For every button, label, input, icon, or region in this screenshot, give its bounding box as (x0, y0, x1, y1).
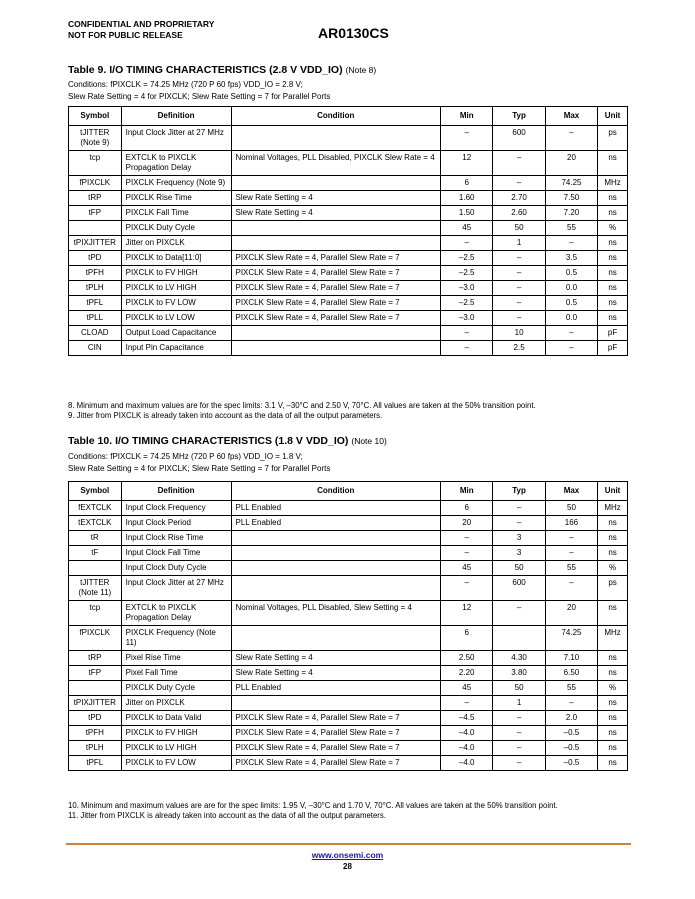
cell-symbol: tPLL (69, 311, 122, 326)
column-header: Definition (121, 107, 231, 126)
cell-min: 12 (441, 601, 493, 626)
cell-max: – (545, 576, 597, 601)
table10-conditions (68, 451, 330, 475)
cell-definition: Input Clock Fall Time (121, 546, 231, 561)
cell-definition: Pixel Fall Time (121, 666, 231, 681)
cell-symbol: tFP (69, 206, 122, 221)
cell-condition: PLL Enabled (231, 681, 441, 696)
cell-unit: % (598, 681, 628, 696)
cell-condition (231, 626, 441, 651)
cell-definition: PIXCLK to FV LOW (121, 756, 231, 771)
cell-condition (231, 326, 441, 341)
cell-unit: ns (598, 531, 628, 546)
table10-title-text: Table 10. I/O TIMING CHARACTERISTICS (1.8 V VDD_IO) (68, 435, 349, 447)
cell-typ: 1 (493, 696, 545, 711)
table9 (68, 106, 628, 356)
cell-definition: Pixel Rise Time (121, 651, 231, 666)
table-row (69, 711, 628, 726)
cell-condition (231, 546, 441, 561)
cell-typ: 1 (493, 236, 545, 251)
cell-max: 0.0 (545, 281, 597, 296)
table9-header-row (69, 107, 628, 126)
cell-symbol (69, 561, 122, 576)
cell-min: 45 (441, 681, 493, 696)
table-row (69, 726, 628, 741)
column-header: Max (545, 482, 597, 501)
table9-note-ref: (Note 8) (345, 65, 377, 75)
cell-condition: Nominal Voltages, PLL Disabled, PIXCLK Slew Rate = 4 (231, 151, 441, 176)
table-row (69, 191, 628, 206)
cell-definition: Input Clock Duty Cycle (121, 561, 231, 576)
cell-definition: EXTCLK to PIXCLK Propagation Delay (121, 151, 231, 176)
cell-typ: 10 (493, 326, 545, 341)
column-header: Min (441, 482, 493, 501)
cell-typ: 2.70 (493, 191, 545, 206)
cell-typ: 50 (493, 681, 545, 696)
table-row (69, 681, 628, 696)
column-header: Typ (493, 107, 545, 126)
cell-symbol: tRP (69, 191, 122, 206)
column-header: Condition (231, 107, 441, 126)
table10 (68, 481, 628, 771)
cell-max: 6.50 (545, 666, 597, 681)
cell-condition: PIXCLK Slew Rate = 4, Parallel Slew Rate = 7 (231, 296, 441, 311)
cell-symbol: tPLH (69, 281, 122, 296)
table-row (69, 296, 628, 311)
cell-symbol: tPFH (69, 726, 122, 741)
cell-definition: PIXCLK Duty Cycle (121, 681, 231, 696)
cell-min: –4.0 (441, 726, 493, 741)
cell-typ: 3 (493, 531, 545, 546)
cell-typ: 3.80 (493, 666, 545, 681)
cell-max: –0.5 (545, 726, 597, 741)
column-header: Unit (598, 107, 628, 126)
cell-definition: Input Clock Jitter at 27 MHz (121, 576, 231, 601)
footer-rule (66, 843, 631, 845)
cell-typ: – (493, 501, 545, 516)
cell-min: 6 (441, 501, 493, 516)
table10-notes (68, 801, 558, 821)
cell-unit: ps (598, 576, 628, 601)
cell-definition: PIXCLK Frequency (Note 11) (121, 626, 231, 651)
page-number: 28 (343, 862, 352, 871)
document-id: AR0130CS (318, 25, 389, 41)
cell-max: 55 (545, 561, 597, 576)
table10-conditions-line1: Conditions: fPIXCLK = 74.25 MHz (720 P 60 fps) VDD_IO = 1.8 V; (68, 452, 303, 461)
cell-symbol: tPLH (69, 741, 122, 756)
column-header: Unit (598, 482, 628, 501)
table-row (69, 266, 628, 281)
cell-max: –0.5 (545, 741, 597, 756)
cell-symbol: tPFH (69, 266, 122, 281)
cell-min: 2.50 (441, 651, 493, 666)
table-row (69, 651, 628, 666)
table-row (69, 756, 628, 771)
cell-min: – (441, 236, 493, 251)
cell-max: 7.50 (545, 191, 597, 206)
cell-max: 74.25 (545, 626, 597, 651)
cell-unit: ns (598, 601, 628, 626)
cell-min: –4.0 (441, 756, 493, 771)
cell-min: – (441, 546, 493, 561)
table-row (69, 576, 628, 601)
cell-symbol: tPIXJITTER (69, 696, 122, 711)
cell-typ: – (493, 601, 545, 626)
cell-definition: PIXCLK Fall Time (121, 206, 231, 221)
confidential-line-2: NOT FOR PUBLIC RELEASE (68, 30, 183, 40)
cell-unit: ps (598, 126, 628, 151)
cell-condition: PLL Enabled (231, 501, 441, 516)
cell-max: – (545, 341, 597, 356)
cell-typ: – (493, 281, 545, 296)
cell-condition: PIXCLK Slew Rate = 4, Parallel Slew Rate = 7 (231, 711, 441, 726)
table10-conditions-line2: Slew Rate Setting = 4 for PIXCLK; Slew Rate Setting = 7 for Parallel Ports (68, 464, 331, 473)
cell-symbol: fEXTCLK (69, 501, 122, 516)
cell-min: –3.0 (441, 311, 493, 326)
cell-typ: 50 (493, 561, 545, 576)
cell-symbol: tPD (69, 711, 122, 726)
cell-typ: – (493, 251, 545, 266)
cell-typ: – (493, 176, 545, 191)
cell-min: 6 (441, 176, 493, 191)
cell-max: 55 (545, 221, 597, 236)
table9-conditions-line1: Conditions: fPIXCLK = 74.25 MHz (720 P 60 fps) VDD_IO = 2.8 V; (68, 80, 303, 89)
cell-definition: Jitter on PIXCLK (121, 696, 231, 711)
cell-condition: PIXCLK Slew Rate = 4, Parallel Slew Rate = 7 (231, 741, 441, 756)
table10-title (68, 435, 387, 447)
cell-symbol: tcp (69, 601, 122, 626)
cell-unit: MHz (598, 501, 628, 516)
cell-condition: PIXCLK Slew Rate = 4, Parallel Slew Rate = 7 (231, 756, 441, 771)
cell-typ: 2.60 (493, 206, 545, 221)
cell-symbol: tPFL (69, 296, 122, 311)
cell-min: 45 (441, 561, 493, 576)
table9-title-text: Table 9. I/O TIMING CHARACTERISTICS (2.8 V VDD_IO) (68, 64, 343, 76)
cell-definition: PIXCLK to LV HIGH (121, 741, 231, 756)
footer-link[interactable]: www.onsemi.com (311, 850, 384, 860)
cell-condition (231, 696, 441, 711)
cell-definition: PIXCLK to Data Valid (121, 711, 231, 726)
cell-min: – (441, 341, 493, 356)
cell-unit: ns (598, 206, 628, 221)
table9-conditions (68, 79, 330, 103)
cell-definition: PIXCLK Rise Time (121, 191, 231, 206)
cell-max: 7.10 (545, 651, 597, 666)
cell-typ: – (493, 296, 545, 311)
column-header: Symbol (69, 107, 122, 126)
cell-max: – (545, 126, 597, 151)
cell-typ: – (493, 756, 545, 771)
cell-unit: MHz (598, 176, 628, 191)
cell-max: 0.0 (545, 311, 597, 326)
cell-symbol: tPIXJITTER (69, 236, 122, 251)
cell-unit: pF (598, 326, 628, 341)
cell-unit: ns (598, 756, 628, 771)
cell-definition: PIXCLK to LV LOW (121, 311, 231, 326)
cell-min: –2.5 (441, 266, 493, 281)
cell-condition (231, 176, 441, 191)
cell-condition: Nominal Voltages, PLL Disabled, Slew Setting = 4 (231, 601, 441, 626)
cell-definition: PIXCLK Frequency (Note 9) (121, 176, 231, 191)
cell-condition (231, 561, 441, 576)
cell-max: 20 (545, 151, 597, 176)
cell-min: 20 (441, 516, 493, 531)
cell-condition: Slew Rate Setting = 4 (231, 191, 441, 206)
table-row (69, 561, 628, 576)
cell-min: – (441, 326, 493, 341)
table-row (69, 626, 628, 651)
confidential-notice (68, 19, 214, 41)
cell-symbol: CIN (69, 341, 122, 356)
cell-typ: 50 (493, 221, 545, 236)
table-row (69, 601, 628, 626)
cell-unit: ns (598, 666, 628, 681)
cell-unit: ns (598, 711, 628, 726)
cell-definition: PIXCLK to FV HIGH (121, 266, 231, 281)
cell-unit: ns (598, 696, 628, 711)
cell-max: – (545, 326, 597, 341)
cell-definition: PIXCLK to FV HIGH (121, 726, 231, 741)
cell-condition: PIXCLK Slew Rate = 4, Parallel Slew Rate = 7 (231, 726, 441, 741)
cell-definition: Jitter on PIXCLK (121, 236, 231, 251)
column-header: Max (545, 107, 597, 126)
cell-typ: 600 (493, 126, 545, 151)
table9-body (69, 126, 628, 356)
cell-typ: 2.5 (493, 341, 545, 356)
cell-definition: PIXCLK Duty Cycle (121, 221, 231, 236)
cell-max: 0.5 (545, 296, 597, 311)
cell-symbol: fPIXCLK (69, 626, 122, 651)
cell-condition (231, 531, 441, 546)
cell-condition: Slew Rate Setting = 4 (231, 666, 441, 681)
cell-definition: Input Clock Rise Time (121, 531, 231, 546)
cell-max: – (545, 236, 597, 251)
cell-max: – (545, 531, 597, 546)
cell-max: 3.5 (545, 251, 597, 266)
cell-condition: PIXCLK Slew Rate = 4, Parallel Slew Rate = 7 (231, 266, 441, 281)
table9-title (68, 64, 376, 76)
cell-typ: 3 (493, 546, 545, 561)
column-header: Condition (231, 482, 441, 501)
cell-condition (231, 221, 441, 236)
footnote: 10. Minimum and maximum values are are for the spec limits: 1.95 V, –30°C and 1.70 V, 70°C. All values are taken at the 50% transition point. (68, 801, 558, 810)
cell-unit: pF (598, 341, 628, 356)
cell-unit: ns (598, 151, 628, 176)
cell-typ (493, 626, 545, 651)
cell-unit: ns (598, 726, 628, 741)
cell-min: 2.20 (441, 666, 493, 681)
cell-min: 1.50 (441, 206, 493, 221)
table-row (69, 501, 628, 516)
cell-max: –0.5 (545, 756, 597, 771)
cell-typ: 600 (493, 576, 545, 601)
cell-unit: ns (598, 516, 628, 531)
cell-typ: – (493, 711, 545, 726)
cell-max: 166 (545, 516, 597, 531)
cell-symbol: tcp (69, 151, 122, 176)
cell-typ: – (493, 151, 545, 176)
table10-note-ref: (Note 10) (351, 436, 387, 446)
confidential-line-1: CONFIDENTIAL AND PROPRIETARY (68, 19, 215, 29)
cell-condition: Slew Rate Setting = 4 (231, 651, 441, 666)
cell-symbol: tFP (69, 666, 122, 681)
cell-min: – (441, 696, 493, 711)
cell-definition: Input Clock Jitter at 27 MHz (121, 126, 231, 151)
table9-notes (68, 401, 536, 421)
cell-unit: ns (598, 251, 628, 266)
cell-max: 50 (545, 501, 597, 516)
cell-condition: PIXCLK Slew Rate = 4, Parallel Slew Rate = 7 (231, 311, 441, 326)
cell-unit: ns (598, 191, 628, 206)
column-header: Definition (121, 482, 231, 501)
cell-condition: Slew Rate Setting = 4 (231, 206, 441, 221)
cell-unit: ns (598, 311, 628, 326)
cell-min: 6 (441, 626, 493, 651)
cell-typ: – (493, 516, 545, 531)
cell-unit: % (598, 221, 628, 236)
table-row (69, 311, 628, 326)
cell-min: – (441, 126, 493, 151)
cell-max: 55 (545, 681, 597, 696)
cell-definition: Input Clock Period (121, 516, 231, 531)
cell-typ: – (493, 726, 545, 741)
cell-condition (231, 576, 441, 601)
cell-max: 7.20 (545, 206, 597, 221)
cell-typ: – (493, 741, 545, 756)
cell-definition: PIXCLK to LV HIGH (121, 281, 231, 296)
table-row (69, 696, 628, 711)
cell-symbol (69, 681, 122, 696)
footnote: 8. Minimum and maximum values are for the spec limits: 3.1 V, –30°C and 2.50 V, 70°C. All values are taken at the 50% transition point. (68, 401, 536, 410)
cell-unit: ns (598, 546, 628, 561)
cell-symbol (69, 221, 122, 236)
cell-unit: % (598, 561, 628, 576)
table-row (69, 281, 628, 296)
cell-min: –4.0 (441, 741, 493, 756)
table10-body (69, 501, 628, 771)
cell-unit: ns (598, 651, 628, 666)
cell-definition: PIXCLK to Data[11:0] (121, 251, 231, 266)
cell-max: 74.25 (545, 176, 597, 191)
column-header: Typ (493, 482, 545, 501)
cell-definition: Output Load Capacitance (121, 326, 231, 341)
table-row (69, 251, 628, 266)
footnote: 9. Jitter from PIXCLK is already taken into account as the data of all the output parameters. (68, 411, 383, 420)
cell-symbol: tEXTCLK (69, 516, 122, 531)
table-row (69, 666, 628, 681)
footnote: 11. Jitter from PIXCLK is already taken into account as the data of all the output parameters. (68, 811, 386, 820)
cell-max: 2.0 (545, 711, 597, 726)
cell-min: 12 (441, 151, 493, 176)
cell-symbol: fPIXCLK (69, 176, 122, 191)
cell-unit: MHz (598, 626, 628, 651)
cell-symbol: tPD (69, 251, 122, 266)
cell-min: –2.5 (441, 296, 493, 311)
cell-max: 0.5 (545, 266, 597, 281)
cell-min: 1.60 (441, 191, 493, 206)
cell-unit: ns (598, 266, 628, 281)
table10-header-row (69, 482, 628, 501)
cell-condition: PLL Enabled (231, 516, 441, 531)
cell-min: –2.5 (441, 251, 493, 266)
cell-condition (231, 341, 441, 356)
cell-condition: PIXCLK Slew Rate = 4, Parallel Slew Rate = 7 (231, 251, 441, 266)
cell-symbol: tR (69, 531, 122, 546)
cell-condition (231, 126, 441, 151)
cell-unit: ns (598, 236, 628, 251)
cell-symbol: tF (69, 546, 122, 561)
cell-max: – (545, 696, 597, 711)
cell-typ: 4.30 (493, 651, 545, 666)
table-row (69, 126, 628, 151)
cell-min: –3.0 (441, 281, 493, 296)
table-row (69, 326, 628, 341)
cell-typ: – (493, 266, 545, 281)
cell-min: – (441, 576, 493, 601)
cell-unit: ns (598, 741, 628, 756)
cell-unit: ns (598, 281, 628, 296)
cell-min: 45 (441, 221, 493, 236)
cell-symbol: tJITTER (Note 9) (69, 126, 122, 151)
cell-definition: Input Clock Frequency (121, 501, 231, 516)
cell-unit: ns (598, 296, 628, 311)
cell-definition: PIXCLK to FV LOW (121, 296, 231, 311)
table-row (69, 176, 628, 191)
table-row (69, 221, 628, 236)
table-row (69, 741, 628, 756)
table-row (69, 546, 628, 561)
cell-min: – (441, 531, 493, 546)
cell-symbol: tPFL (69, 756, 122, 771)
table-row (69, 236, 628, 251)
cell-max: 20 (545, 601, 597, 626)
cell-max: – (545, 546, 597, 561)
cell-definition: EXTCLK to PIXCLK Propagation Delay (121, 601, 231, 626)
cell-definition: Input Pin Capacitance (121, 341, 231, 356)
cell-symbol: tRP (69, 651, 122, 666)
cell-condition: PIXCLK Slew Rate = 4, Parallel Slew Rate = 7 (231, 281, 441, 296)
cell-typ: – (493, 311, 545, 326)
table-row (69, 151, 628, 176)
table-row (69, 206, 628, 221)
cell-symbol: CLOAD (69, 326, 122, 341)
column-header: Symbol (69, 482, 122, 501)
cell-condition (231, 236, 441, 251)
table-row (69, 341, 628, 356)
table-row (69, 516, 628, 531)
column-header: Min (441, 107, 493, 126)
table9-conditions-line2: Slew Rate Setting = 4 for PIXCLK; Slew Rate Setting = 7 for Parallel Ports (68, 92, 331, 101)
table-row (69, 531, 628, 546)
cell-symbol: tJITTER (Note 11) (69, 576, 122, 601)
cell-min: –4.5 (441, 711, 493, 726)
